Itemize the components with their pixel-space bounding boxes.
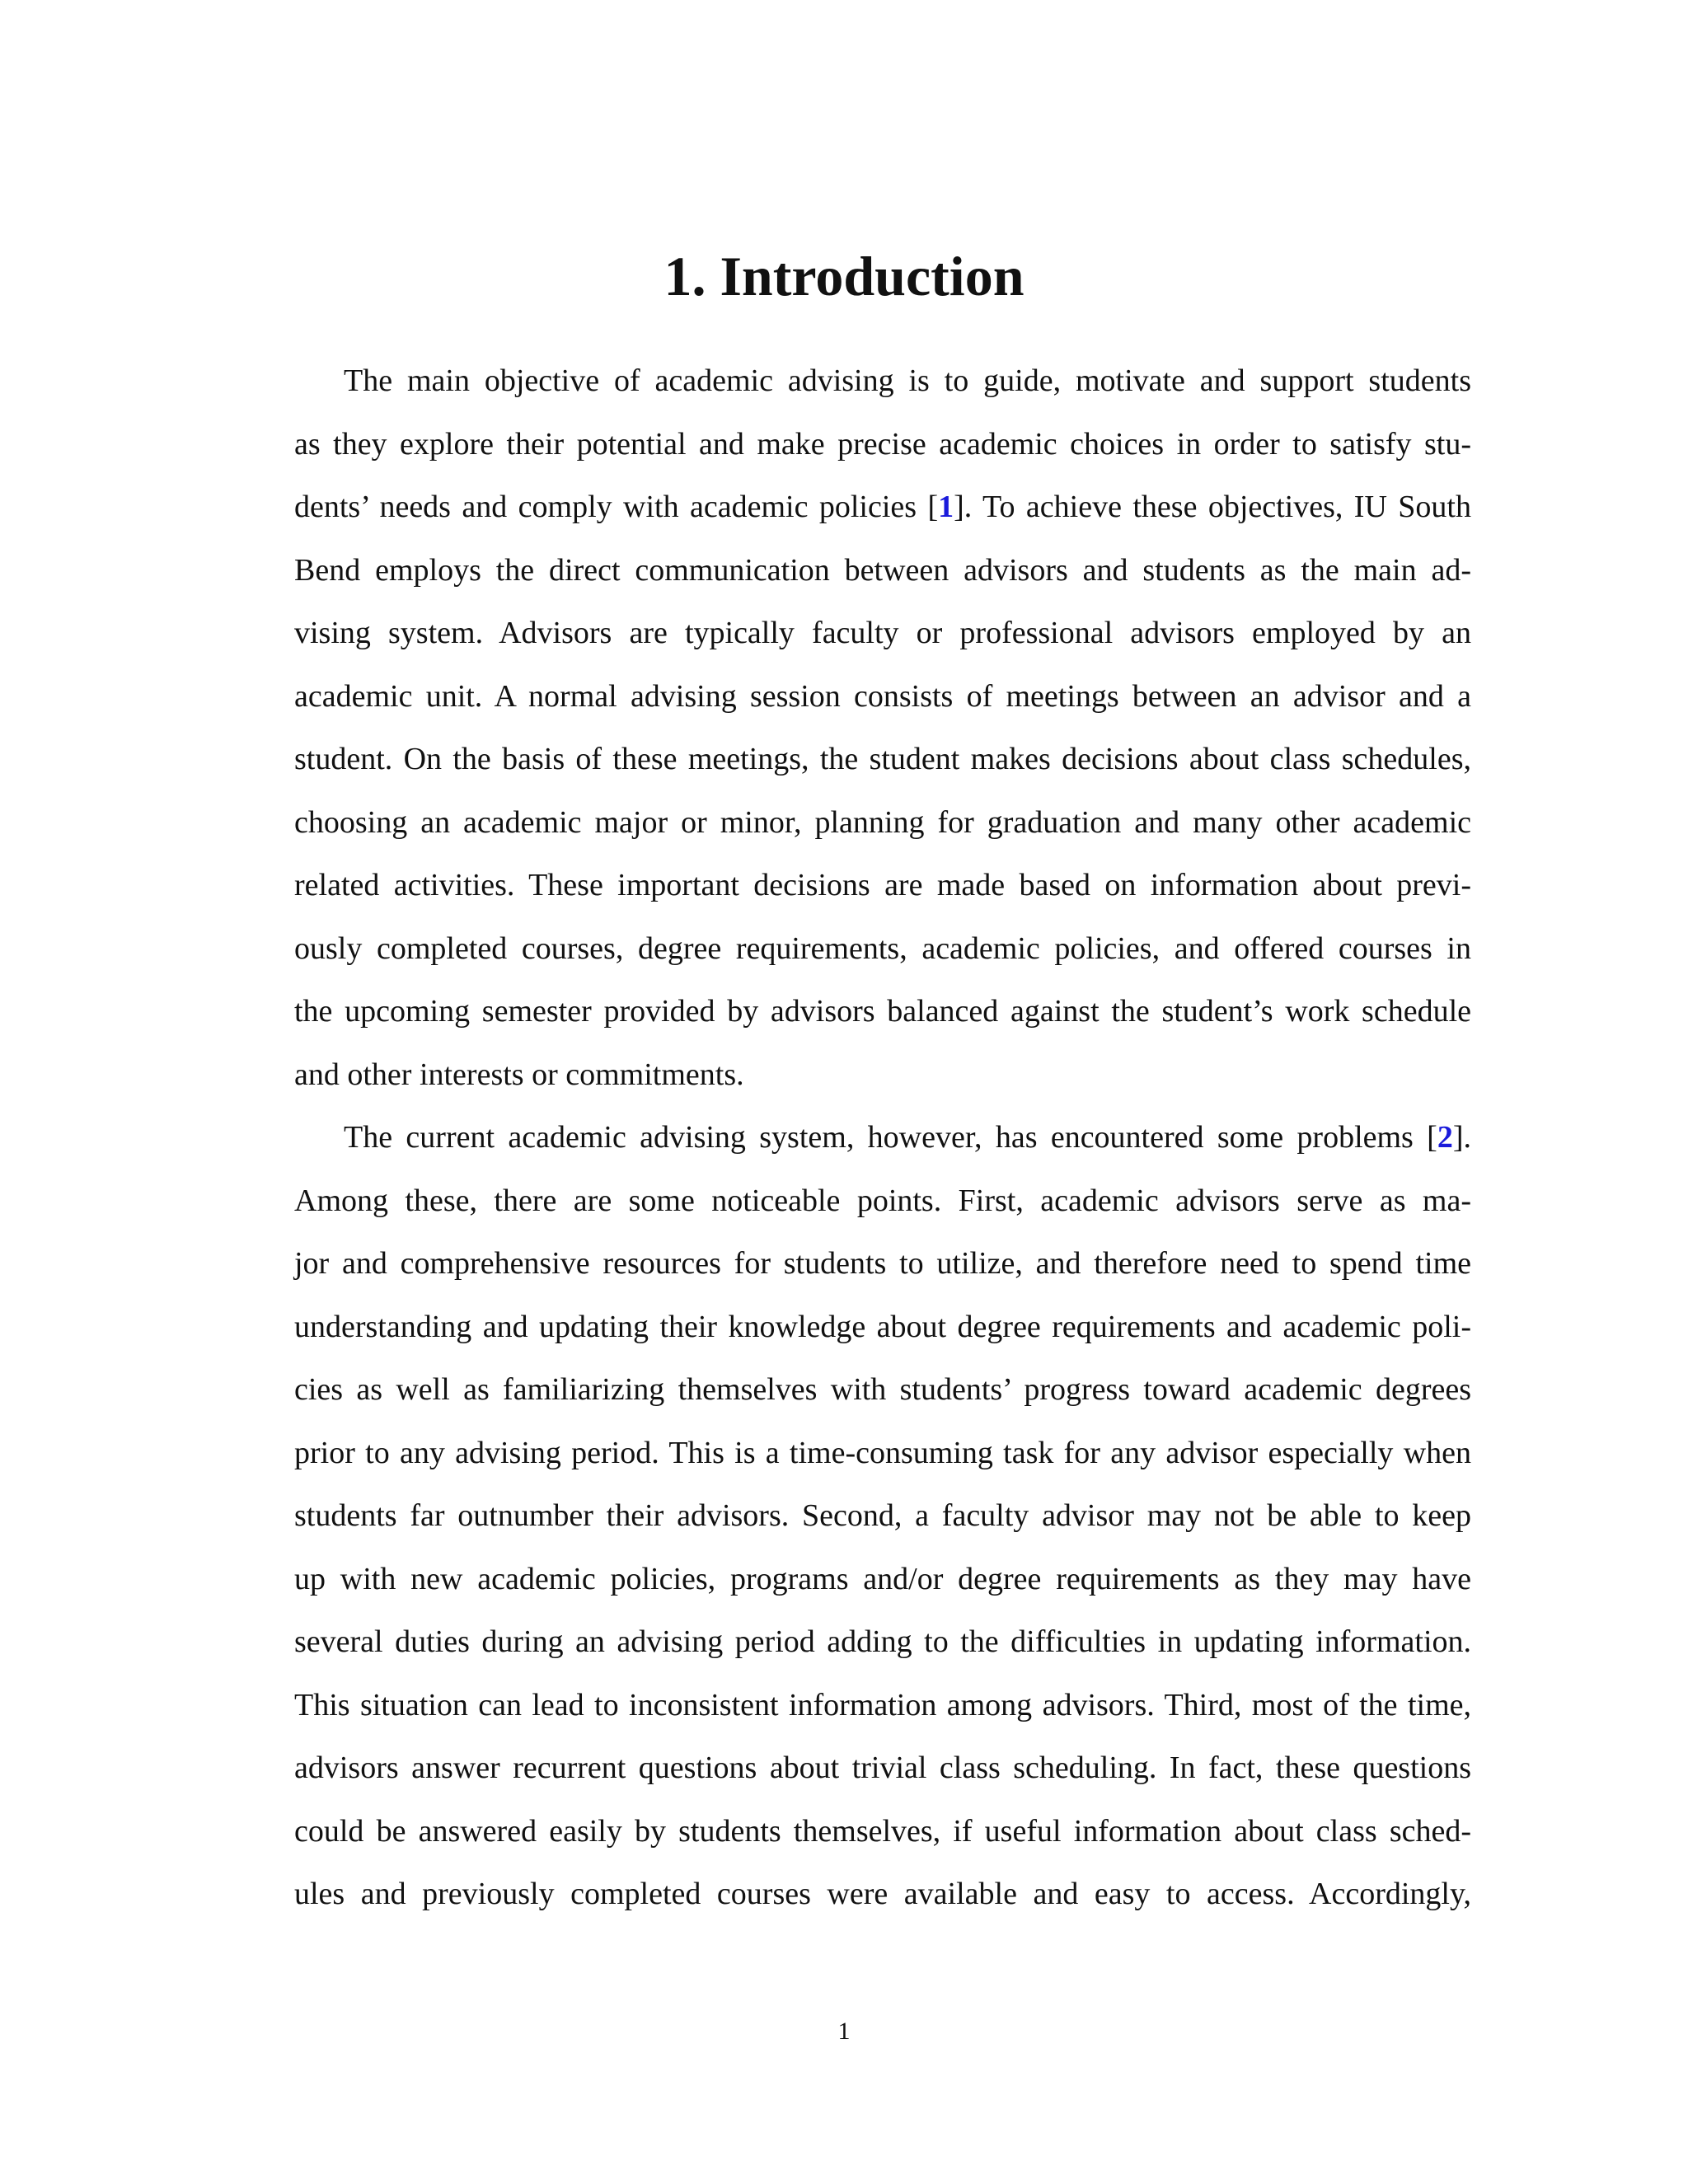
- paragraph: [294, 1106, 1471, 1926]
- text-line: [294, 1484, 1471, 1548]
- text-line: [294, 349, 1471, 413]
- text-line: [294, 1043, 1471, 1107]
- text-line: [294, 539, 1471, 602]
- text-line: [294, 665, 1471, 729]
- text-segment: ].: [1452, 1120, 1471, 1155]
- text-segment: academic unit. A normal advising session consists of meetings between an advisor and a: [294, 678, 1471, 714]
- text-segment: The main objective of academic advising is to guide, motivate and support students: [344, 363, 1471, 398]
- citation-link[interactable]: 2: [1437, 1120, 1453, 1155]
- text-line: [294, 413, 1471, 476]
- text-segment: ously completed courses, degree requirements, academic policies, and offered courses in: [294, 930, 1471, 966]
- text-segment: ules and previously completed courses were available and easy to access. Accordingly,: [294, 1877, 1471, 1911]
- text-line: [294, 1800, 1471, 1863]
- text-segment: cies as well as familiarizing themselves with students’ progress toward academic degrees: [294, 1372, 1471, 1407]
- text-segment: as they explore their potential and make precise academic choices in order to satisfy stu-: [294, 426, 1471, 462]
- text-segment: student. On the basis of these meetings, the student makes decisions about class schedules,: [294, 742, 1471, 776]
- text-segment: up with new academic policies, programs and/or degree requirements as they may have: [294, 1561, 1471, 1596]
- page-number: 1: [837, 2018, 851, 2045]
- text-segment: vising system. Advisors are typically faculty or professional advisors employed by an: [294, 616, 1471, 650]
- text-line: [294, 1736, 1471, 1800]
- paragraph: [294, 349, 1471, 1106]
- text-segment: related activities. These important decisions are made based on information about previ-: [294, 868, 1471, 902]
- text-segment: Among these, there are some noticeable points. First, academic advisors serve as ma-: [294, 1183, 1471, 1218]
- text-segment: students far outnumber their advisors. Second, a faculty advisor may not be able to keep: [294, 1498, 1471, 1533]
- text-line: [294, 980, 1471, 1043]
- text-segment: jor and comprehensive resources for students to utilize, and therefore need to spend time: [294, 1246, 1471, 1281]
- text-line: [294, 1296, 1471, 1359]
- text-segment: could be answered easily by students themselves, if useful information about class sched-: [294, 1813, 1471, 1849]
- text-line: [294, 728, 1471, 791]
- text-line: [294, 1674, 1471, 1737]
- text-line: [294, 602, 1471, 665]
- text-line: [294, 917, 1471, 981]
- text-line: [294, 1232, 1471, 1296]
- text-segment: This situation can lead to inconsistent information among advisors. Third, most of the time,: [294, 1687, 1471, 1722]
- text-segment: ]. To achieve these objectives, IU South: [954, 490, 1471, 524]
- text-segment: dents’ needs and comply with academic policies [: [294, 490, 939, 524]
- text-segment: choosing an academic major or minor, planning for graduation and many other academic: [294, 804, 1471, 840]
- text-segment: Bend employs the direct communication between advisors and students as the main ad-: [294, 552, 1471, 588]
- text-segment: prior to any advising period. This is a time-consuming task for any advisor especially when: [294, 1435, 1471, 1470]
- text-line: [294, 1548, 1471, 1611]
- text-line: [294, 1106, 1471, 1169]
- text-line: [294, 1422, 1471, 1485]
- text-line: [294, 1169, 1471, 1233]
- text-line: [294, 1863, 1471, 1926]
- text-segment: the upcoming semester provided by advisors balanced against the student’s work schedule: [294, 994, 1471, 1029]
- text-line: [294, 854, 1471, 917]
- text-line: [294, 1358, 1471, 1422]
- text-segment: The current academic advising system, however, has encountered some problems [: [344, 1120, 1437, 1155]
- text-segment: and other interests or commitments.: [294, 1057, 744, 1092]
- text-segment: advisors answer recurrent questions about trivial class scheduling. In fact, these questions: [294, 1750, 1471, 1785]
- text-line: [294, 476, 1471, 539]
- citation-link[interactable]: 1: [938, 490, 954, 524]
- text-line: [294, 791, 1471, 855]
- body-text: [294, 349, 1471, 1926]
- text-line: [294, 1610, 1471, 1674]
- text-segment: several duties during an advising period adding to the difficulties in updating information.: [294, 1624, 1471, 1659]
- chapter-title: 1. Introduction: [663, 245, 1025, 307]
- text-segment: understanding and updating their knowledge about degree requirements and academic poli-: [294, 1309, 1471, 1344]
